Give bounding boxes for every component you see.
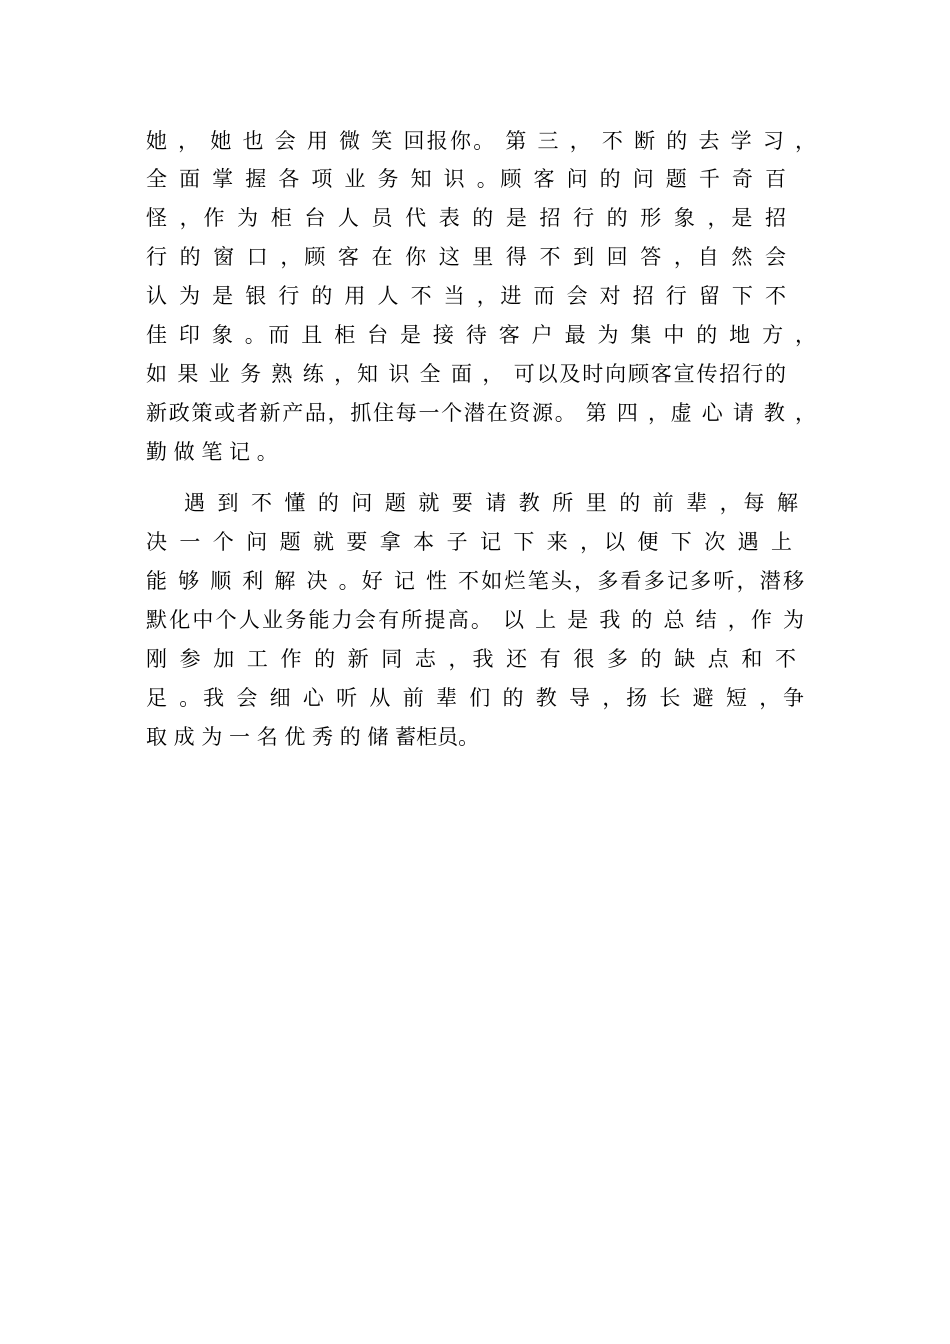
- text-line: 默化中个人业务能力会有所提高。 以 上 是 我 的 总 结 ，作 为: [146, 608, 804, 632]
- text-line: 刚 参 加 工 作 的 新 同 志 ，我 还 有 很 多 的 缺 点 和 不: [146, 647, 796, 671]
- text-line: 勤 做 笔 记 。: [146, 440, 278, 464]
- text-line: 全 面 掌 握 各 项 业 务 知 识 。顾 客 问 的 问 题 千 奇 百: [146, 167, 786, 191]
- text-line: 行 的 窗 口 ，顾 客 在 你 这 里 得 不 到 回 答 ，自 然 会: [146, 245, 786, 269]
- text-line: 怪 ，作 为 柜 台 人 员 代 表 的 是 招 行 的 形 象 ，是 招: [146, 206, 786, 230]
- text-line: 如 果 业 务 熟 练 ，知 识 全 面 ， 可以及时向顾客宣传招行的: [146, 362, 786, 386]
- text-line: 取 成 为 一 名 优 秀 的 储 蓄柜员。: [146, 725, 480, 749]
- text-line: 足 。我 会 细 心 听 从 前 辈 们 的 教 导 ，扬 长 避 短 ，争: [146, 686, 804, 710]
- text-line: 佳 印 象 。而 且 柜 台 是 接 待 客 户 最 为 集 中 的 地 方 ，: [146, 323, 816, 347]
- text-line: 新政策或者新产品，抓住每一个潜在资源。 第 四 ，虚 心 请 教 ，: [146, 401, 816, 425]
- text-line: 她 ， 她 也 会 用 微 笑 回报你。 第 三 ， 不 断 的 去 学 习 ，: [146, 129, 816, 153]
- text-line: 认 为 是 银 行 的 用 人 不 当 ，进 而 会 对 招 行 留 下 不: [146, 284, 786, 308]
- text-line: 决 一 个 问 题 就 要 拿 本 子 记 下 来 ，以 便 下 次 遇 上: [146, 530, 792, 554]
- text-line: 能 够 顺 利 解 决 。好 记 性 不如烂笔头，多看多记多听，潜移: [146, 569, 804, 593]
- text-line: 遇 到 不 懂 的 问 题 就 要 请 教 所 里 的 前 辈 ，每 解: [184, 491, 798, 515]
